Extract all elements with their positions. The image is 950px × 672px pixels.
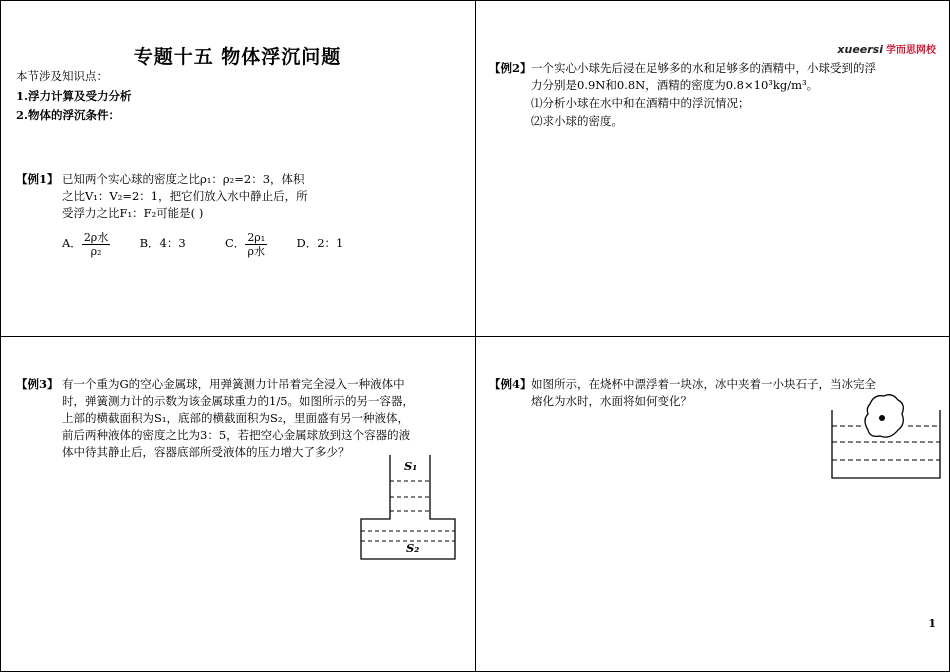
beaker-ice-diagram: [830, 390, 942, 490]
option-c-label: C．: [225, 236, 246, 250]
example-2-question-2: ⑵求小球的密度。: [531, 114, 623, 128]
example-2-tag: 【例2】: [489, 61, 532, 75]
option-c-denominator: ρ水: [247, 244, 265, 258]
example-2-line-1: 一个实心小球先后浸在足够多的水和足够多的酒精中，小球受到的浮: [531, 61, 876, 75]
example-1-line-1: 已知两个实心球的密度之比ρ₁：ρ₂=2：3，体积: [62, 172, 305, 186]
example-2-line-2: 力分别是0.9N和0.8N，酒精的密度为0.8×10³kg/m³。: [531, 78, 819, 92]
example-1-line-2: 之比V₁：V₂=2：1，把它们放入水中静止后，所: [62, 189, 308, 203]
knowledge-point-1: 1.浮力计算及受力分析: [16, 89, 132, 103]
intro-text: 本节涉及知识点：: [16, 69, 108, 83]
option-a-fraction: [82, 231, 110, 258]
knowledge-point-2: 2.物体的浮沉条件：: [16, 108, 121, 122]
page-title: 专题十五 物体浮沉问题: [133, 46, 342, 68]
label-s1: S₁: [404, 459, 418, 473]
example-1-tag: 【例1】: [16, 172, 59, 186]
option-c-fraction: [245, 231, 267, 258]
example-4-tag: 【例4】: [489, 377, 532, 391]
option-c-numerator: 2ρ₁: [247, 230, 266, 244]
example-3-line-2: 时，弹簧测力计的示数为该金属球重力的1/5。如图所示的另一容器，: [62, 394, 415, 408]
example-2-question-1: ⑴分析小球在水中和在酒精中的浮沉情况；: [531, 96, 750, 110]
example-3-line-4: 前后两种液体的密度之比为3：5，若把空心金属球放到这个容器的液: [62, 428, 411, 442]
example-3-tag: 【例3】: [16, 377, 59, 391]
xueersi-logo: xueersi 学而思网校: [837, 43, 936, 56]
option-d: D．2：1: [296, 236, 344, 250]
example-3-line-5: 体中待其静止后，容器底部所受液体的压力增大了多少？: [62, 445, 350, 459]
example-3-line-1: 有一个重为G的空心金属球，用弹簧测力计吊着完全浸入一种液体中: [62, 377, 405, 391]
example-1-line-3: 受浮力之比F₁：F₂可能是( ): [62, 206, 204, 220]
page-number: 1: [928, 617, 936, 630]
example-1-options: [62, 226, 343, 260]
option-b: B．4：3: [139, 236, 186, 250]
example-3-line-3: 上部的横截面积为S₁，底部的横截面积为S₂，里面盛有另一种液体，: [62, 411, 409, 425]
example-4-line-1: 如图所示，在烧杯中漂浮着一块冰，冰中夹着一小块石子，当冰完全: [531, 377, 876, 391]
example-4-line-2: 熔化为水时，水面将如何变化？: [531, 394, 692, 408]
option-a-denominator: ρ₂: [90, 244, 102, 258]
option-a-numerator: 2ρ水: [83, 230, 109, 244]
option-a-label: A．: [62, 236, 82, 250]
label-s2: S₂: [406, 541, 420, 555]
